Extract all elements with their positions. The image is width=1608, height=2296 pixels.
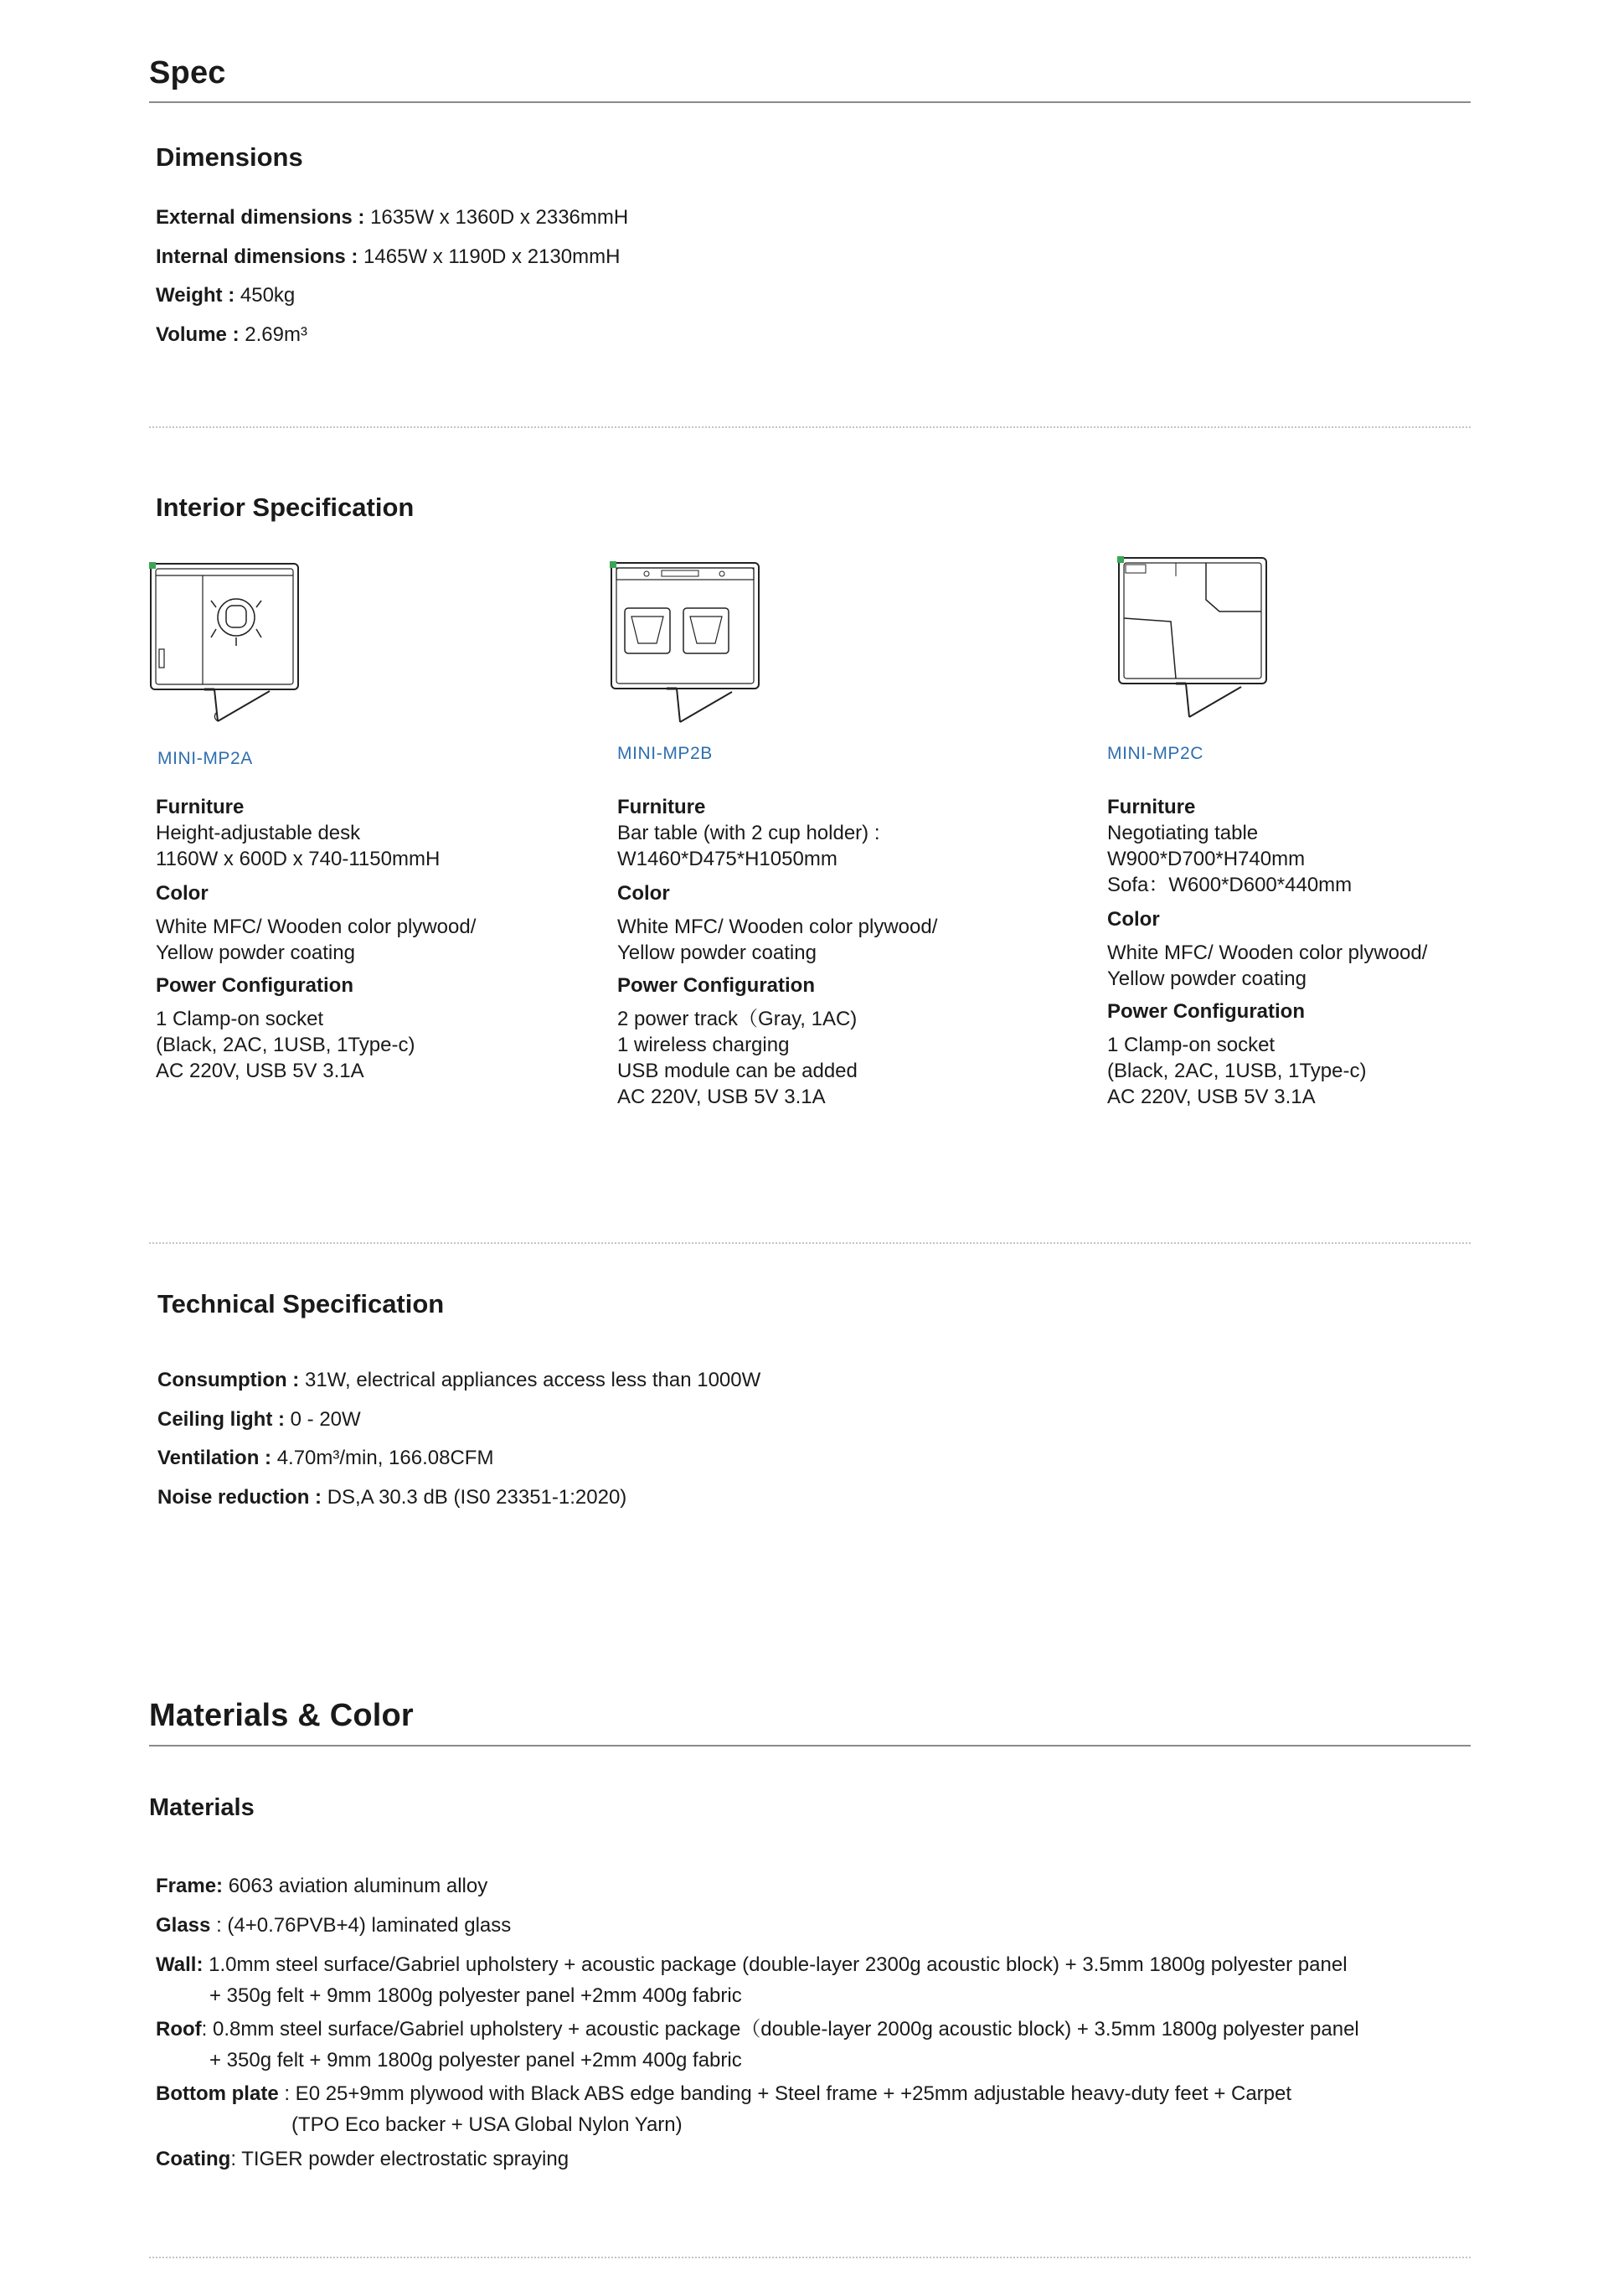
section-divider <box>149 2257 1471 2258</box>
floor-plan-mp2a <box>144 557 312 733</box>
technical-value: DS,A 30.3 dB (IS0 23351-1:2020) <box>327 1486 627 1509</box>
technical-label: Ventilation : <box>157 1447 272 1469</box>
dimension-label: Volume : <box>156 323 240 346</box>
material-label: Roof <box>156 2018 202 2041</box>
power-line: 1 Clamp-on socket <box>156 1008 324 1030</box>
power-line: AC 220V, USB 5V 3.1A <box>617 1086 826 1108</box>
dimension-value: 1635W x 1360D x 2336mmH <box>370 206 629 229</box>
material-row <box>156 2144 569 2175</box>
technical-label: Ceiling light : <box>157 1408 285 1431</box>
material-value: : 0.8mm steel surface/Gabriel upholstery + acoustic package（double-layer 2000g acoustic block) + 3.5mm 1800g polyester panel <box>201 2018 1359 2041</box>
materials-title-rule <box>149 1745 1471 1747</box>
material-value: 1.0mm steel surface/Gabriel upholstery + acoustic package (double-layer 2300g acoustic block) + 3.5mm 1800g polyester panel <box>209 1953 1348 1976</box>
page-title-materials-color: Materials & Color <box>149 1698 414 1733</box>
furniture-label: Furniture <box>617 796 706 818</box>
technical-label: Consumption : <box>157 1369 300 1391</box>
furniture-line: 1160W x 600D x 740-1150mmH <box>156 848 441 870</box>
dimension-row <box>156 284 295 307</box>
technical-value: 0 - 20W <box>290 1408 361 1431</box>
furniture-line: W900*D700*H740mm <box>1107 848 1306 870</box>
material-value: : TIGER powder electrostatic spraying <box>230 2148 570 2170</box>
color-line: Yellow powder coating <box>1107 967 1306 990</box>
color-line: Yellow powder coating <box>617 942 817 964</box>
power-line: 1 Clamp-on socket <box>1107 1034 1276 1056</box>
dimension-label: Weight : <box>156 284 235 307</box>
model-name-mp2b: MINI-MP2B <box>617 744 713 763</box>
color-line: White MFC/ Wooden color plywood/ <box>156 916 477 938</box>
spec-column-mp2c <box>1107 794 1576 1110</box>
material-value: : (4+0.76PVB+4) laminated glass <box>216 1914 512 1937</box>
section-divider <box>149 426 1471 428</box>
dimension-label: External dimensions : <box>156 206 365 229</box>
power-line: AC 220V, USB 5V 3.1A <box>1107 1086 1316 1108</box>
dimension-row <box>156 323 307 347</box>
material-label: Coating <box>156 2148 231 2170</box>
material-row <box>156 2015 1359 2045</box>
power-line: (Black, 2AC, 1USB, 1Type-c) <box>1107 1060 1367 1082</box>
power-label: Power Configuration <box>1107 1000 1305 1023</box>
material-row <box>156 1911 511 1941</box>
technical-row <box>157 1447 493 1470</box>
material-row <box>156 1950 1348 1980</box>
page-title-spec: Spec <box>149 55 226 90</box>
materials-heading: Materials <box>149 1794 255 1821</box>
material-row-continuation: + 350g felt + 9mm 1800g polyester panel +2mm 400g fabric <box>209 1984 742 2007</box>
material-label: Frame: <box>156 1875 224 1897</box>
technical-value: 4.70m³/min, 166.08CFM <box>276 1447 494 1469</box>
spec-column-mp2a <box>156 794 625 1084</box>
technical-row <box>157 1486 626 1509</box>
floor-plan-mp2c <box>1112 551 1280 727</box>
technical-value: 31W, electrical appliances access less than 1000W <box>304 1369 761 1391</box>
material-row-continuation: + 350g felt + 9mm 1800g polyester panel +2mm 400g fabric <box>209 2049 742 2072</box>
material-row <box>156 1871 487 1901</box>
furniture-label: Furniture <box>156 796 245 818</box>
power-label: Power Configuration <box>156 974 353 997</box>
color-line: Yellow powder coating <box>156 942 355 964</box>
color-line: White MFC/ Wooden color plywood/ <box>1107 942 1428 964</box>
material-row-continuation: (TPO Eco backer + USA Global Nylon Yarn) <box>291 2113 683 2136</box>
technical-row <box>157 1369 760 1392</box>
dimensions-heading: Dimensions <box>156 142 303 172</box>
furniture-line: Negotiating table <box>1107 822 1259 844</box>
power-line: 2 power track（Gray, 1AC) <box>617 1008 858 1030</box>
furniture-label: Furniture <box>1107 796 1196 818</box>
material-label: Wall: <box>156 1953 204 1976</box>
furniture-line: W1460*D475*H1050mm <box>617 848 838 870</box>
color-label: Color <box>617 882 670 905</box>
interior-heading: Interior Specification <box>156 493 415 522</box>
technical-row <box>157 1408 361 1432</box>
furniture-line: Sofa：W600*D600*440mm <box>1107 874 1353 896</box>
material-row <box>156 2079 1291 2109</box>
dimension-row <box>156 245 620 269</box>
material-label: Glass <box>156 1914 211 1937</box>
color-label: Color <box>1107 908 1160 931</box>
furniture-line: Bar table (with 2 cup holder) : <box>617 822 880 844</box>
dimension-label: Internal dimensions : <box>156 245 358 268</box>
dimension-value: 2.69m³ <box>245 323 307 346</box>
dimension-value: 1465W x 1190D x 2130mmH <box>363 245 621 268</box>
furniture-line: Height-adjustable desk <box>156 822 361 844</box>
section-divider <box>149 1242 1471 1244</box>
dimension-value: 450kg <box>240 284 296 307</box>
floor-plan-mp2b <box>605 556 772 732</box>
technical-label: Noise reduction : <box>157 1486 322 1509</box>
dimension-row <box>156 206 628 230</box>
spec-title-rule <box>149 101 1471 103</box>
power-line: AC 220V, USB 5V 3.1A <box>156 1060 364 1082</box>
color-label: Color <box>156 882 209 905</box>
power-line: USB module can be added <box>617 1060 858 1082</box>
material-value: : E0 25+9mm plywood with Black ABS edge banding + Steel frame + +25mm adjustable heavy-duty feet + Carpet <box>284 2082 1292 2105</box>
technical-heading: Technical Specification <box>157 1289 445 1318</box>
power-label: Power Configuration <box>617 974 815 997</box>
color-line: White MFC/ Wooden color plywood/ <box>617 916 938 938</box>
spec-column-mp2b <box>617 794 1086 1110</box>
model-name-mp2a: MINI-MP2A <box>157 749 253 768</box>
model-name-mp2c: MINI-MP2C <box>1107 744 1204 763</box>
power-line: 1 wireless charging <box>617 1034 790 1056</box>
power-line: (Black, 2AC, 1USB, 1Type-c) <box>156 1034 415 1056</box>
material-value: 6063 aviation aluminum alloy <box>228 1875 488 1897</box>
material-label: Bottom plate <box>156 2082 279 2105</box>
